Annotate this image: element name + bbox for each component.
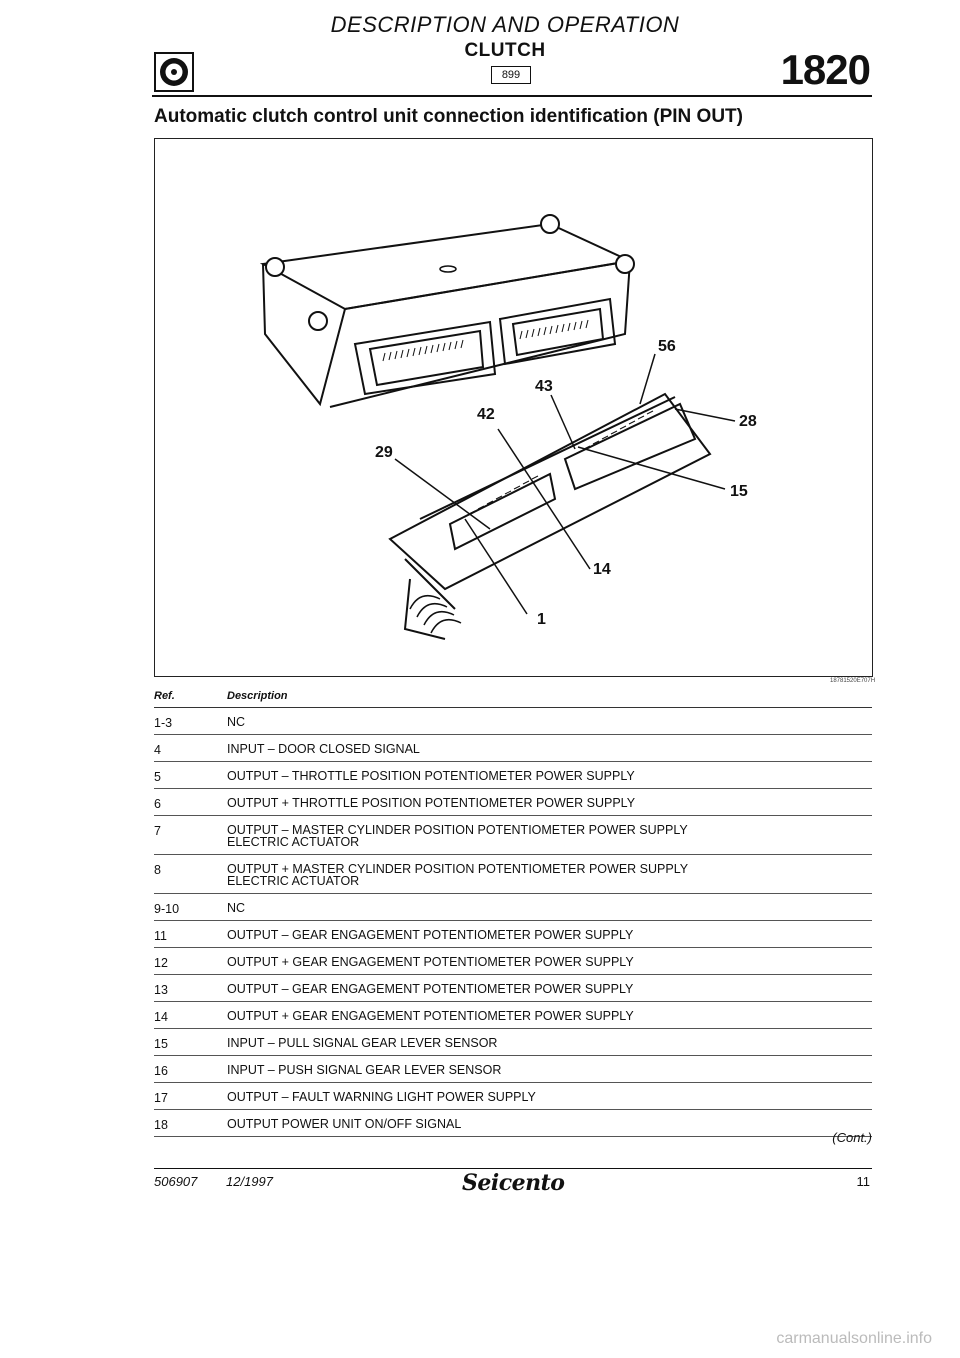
row-description: [227, 824, 857, 848]
row-description-line: ELECTRIC ACTUATOR: [227, 874, 360, 888]
table-row: [154, 975, 872, 1002]
screw-icon: [309, 312, 327, 330]
doc-number: 506907: [154, 1174, 198, 1189]
row-description-line: OUTPUT + MASTER CYLINDER POSITION POTENTIOMETER POWER SUPPLY: [227, 862, 689, 876]
row-ref: 7: [154, 824, 161, 838]
table-row: [154, 894, 872, 921]
row-ref: 11: [154, 929, 167, 943]
row-description: [227, 956, 857, 968]
row-ref: 4: [154, 743, 161, 757]
row-ref: 17: [154, 1091, 168, 1105]
footer-rule: [154, 1168, 872, 1169]
table-body: [154, 708, 872, 1137]
row-description: [227, 797, 857, 809]
row-description-line: INPUT – PUSH SIGNAL GEAR LEVER SENSOR: [227, 1063, 502, 1077]
row-ref: 1-3: [154, 716, 173, 730]
watermark: carmanualsonline.info: [776, 1330, 932, 1347]
pin-label-42: 42: [477, 406, 495, 423]
row-ref: 16: [154, 1064, 168, 1078]
row-description: [227, 983, 857, 995]
row-description: [227, 1091, 857, 1103]
brand-logo: Seicento: [462, 1170, 565, 1196]
ref-column-header: Ref.: [154, 690, 175, 702]
table-row: [154, 1029, 872, 1056]
row-description: [227, 1064, 857, 1076]
row-description: [227, 716, 857, 728]
table-header: [154, 685, 872, 708]
row-description: [227, 770, 857, 782]
pin-label-14: 14: [593, 561, 611, 578]
row-description-line: OUTPUT – FAULT WARNING LIGHT POWER SUPPLY: [227, 1090, 536, 1104]
doc-date: 12/1997: [226, 1174, 273, 1189]
row-description-line: OUTPUT POWER UNIT ON/OFF SIGNAL: [227, 1117, 462, 1131]
description-column-header: Description: [227, 690, 288, 702]
row-ref: 12: [154, 956, 168, 970]
row-ref: 15: [154, 1037, 168, 1051]
table-row: [154, 921, 872, 948]
pin-label-1: 1: [537, 611, 546, 628]
row-description: [227, 929, 857, 941]
row-description-line: INPUT – PULL SIGNAL GEAR LEVER SENSOR: [227, 1036, 498, 1050]
row-description-line: OUTPUT + THROTTLE POSITION POTENTIOMETER POWER SUPPLY: [227, 796, 636, 810]
page-number: 11: [856, 1174, 870, 1189]
row-description-line: OUTPUT – GEAR ENGAGEMENT POTENTIOMETER POWER SUPPLY: [227, 928, 634, 942]
pin-label-15: 15: [730, 483, 748, 500]
row-description-line: OUTPUT – MASTER CYLINDER POSITION POTENTIOMETER POWER SUPPLY: [227, 823, 688, 837]
row-description-line: NC: [227, 715, 246, 729]
row-ref: 18: [154, 1118, 168, 1132]
row-ref: 14: [154, 1010, 168, 1024]
table-row: [154, 1002, 872, 1029]
table-row: [154, 816, 872, 855]
row-description: [227, 1010, 857, 1022]
row-description-line: NC: [227, 901, 246, 915]
table-row: [154, 1056, 872, 1083]
row-ref: 5: [154, 770, 161, 784]
pin-label-43: 43: [535, 378, 553, 395]
clutch-logo-icon: [154, 52, 194, 92]
pin-label-56: 56: [658, 338, 676, 355]
table-row: [154, 708, 872, 735]
row-description-line: OUTPUT – GEAR ENGAGEMENT POTENTIOMETER POWER SUPPLY: [227, 982, 634, 996]
unit-left-face: [263, 264, 345, 404]
row-ref: 6: [154, 797, 161, 811]
continued-note: (Cont.): [832, 1130, 872, 1145]
row-description: [227, 1037, 857, 1049]
page-header-title: DESCRIPTION AND OPERATION: [330, 12, 680, 37]
table-row: [154, 855, 872, 894]
row-ref: 9-10: [154, 902, 180, 916]
row-description-line: ELECTRIC ACTUATOR: [227, 835, 360, 849]
row-description: [227, 902, 857, 914]
page-header-subtitle: CLUTCH: [464, 40, 546, 61]
section-number: 1820: [780, 46, 870, 93]
table-row: [154, 948, 872, 975]
row-description: [227, 1118, 857, 1130]
row-description-line: OUTPUT + GEAR ENGAGEMENT POTENTIOMETER POWER SUPPLY: [227, 1009, 634, 1023]
section-title: Automatic clutch control unit connection identification (PIN OUT): [154, 106, 743, 127]
row-ref: 8: [154, 863, 161, 877]
screw-icon: [541, 215, 559, 233]
table-row: [154, 735, 872, 762]
pin-label-28: 28: [739, 413, 757, 430]
control-unit-drawing: [155, 139, 872, 676]
table-row: [154, 1083, 872, 1110]
connector-figure: [154, 138, 873, 677]
row-description: [227, 863, 857, 887]
row-description-line: INPUT – DOOR CLOSED SIGNAL: [227, 742, 420, 756]
pin-label-29: 29: [375, 444, 393, 461]
screw-icon: [616, 255, 634, 273]
table-row: [154, 789, 872, 816]
screw-icon: [266, 258, 284, 276]
row-ref: 13: [154, 983, 168, 997]
row-description: [227, 743, 857, 755]
header-code-box: 899: [491, 66, 531, 84]
header-rule: [152, 95, 872, 97]
figure-reference: 18781520E707H: [830, 678, 876, 684]
row-description-line: OUTPUT + GEAR ENGAGEMENT POTENTIOMETER POWER SUPPLY: [227, 955, 634, 969]
pinout-table: [154, 685, 872, 1137]
table-row: [154, 762, 872, 789]
row-description-line: OUTPUT – THROTTLE POSITION POTENTIOMETER POWER SUPPLY: [227, 769, 635, 783]
table-row: [154, 1110, 872, 1137]
